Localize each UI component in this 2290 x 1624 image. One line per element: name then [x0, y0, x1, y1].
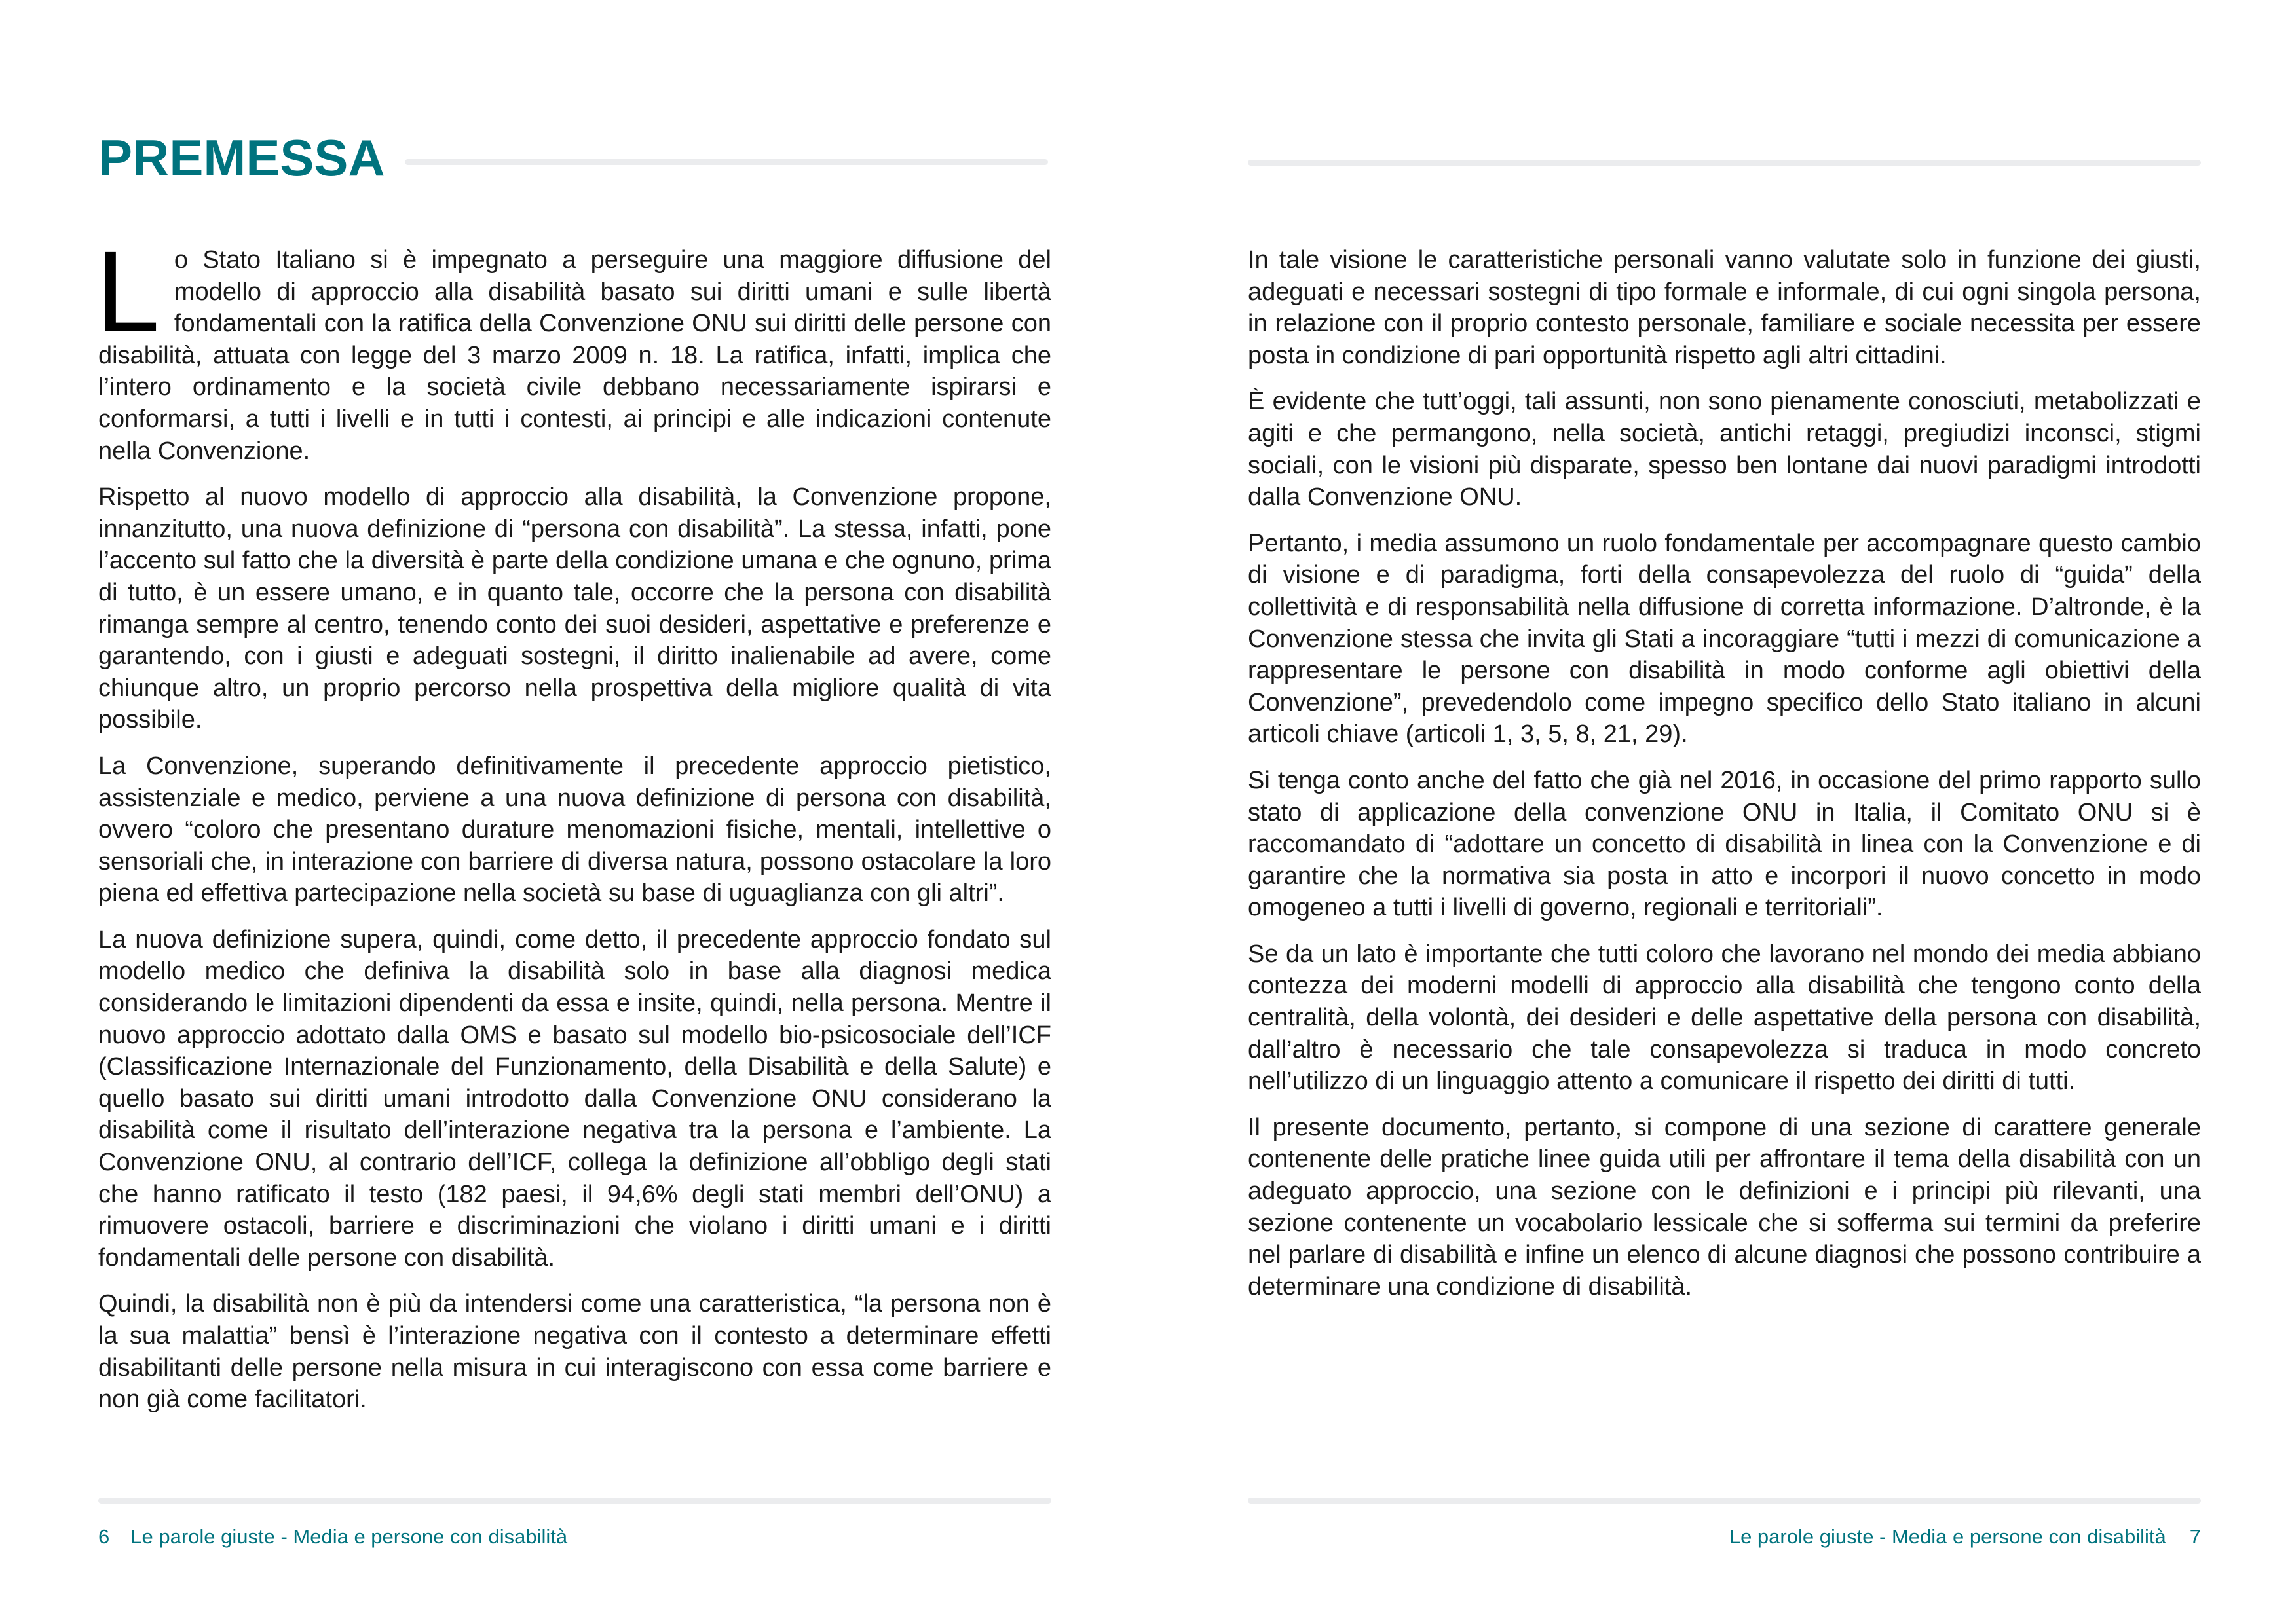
paragraph: È evidente che tutt’oggi, tali assunti, non sono pienamente conosciuti, metabolizzati e agiti e che permangono, nella società, antichi retaggi, pregiudizi inconsci, stigmi sociali, con le visioni più disparate, spesso ben lontane dai nuovi paradigmi introdotti dalla Convenzione ONU.	[1248, 388, 2201, 511]
paragraph: La Convenzione, superando definitivamente il precedente approccio pietistico, assistenziale e medico, perviene a una nuova definizione di persona con disabilità, ovvero “coloro che presentano durature menomazioni fisiche, mentali, intellettive o sensoriali che, in interazione con barriere di diversa natura, possono ostacolare la loro piena ed effettiva partecipazione nella società su base di uguaglianza con gli altri”.	[98, 752, 1051, 908]
paragraph: Quindi, la disabilità non è più da intendersi come una caratteristica, “la persona non è la sua malattia” bensì è l’interazione negativa con il contesto a determinare effetti disabilitanti delle persone nella misura in cui interagiscono con essa come barriere e non già come facilitatori.	[98, 1290, 1051, 1414]
paragraph: La nuova definizione supera, quindi, come detto, il precedente approccio fondato sul modello medico che definiva la disabilità solo in base alla diagnosi medica considerando le limitazioni dipendenti da essa e insite, quindi, nella persona. Mentre il nuovo approccio adottato dalla OMS e basato sul modello bio-psicosociale dell’ICF (Classificazione Internazionale del Funzionamento, della Disabilità e della Salute) e quello basato sui diritti umani introdotto dalla Convenzione ONU considerano la disabilità come il risultato dell’interazione negativa tra la persona e l’ambiente. La Convenzione ONU, al contrario dell’ICF, collega la definizione all’obbligo degli stati che hanno ratificato il testo (182 paesi, il 94,6% degli stati membri dell’ONU) a rimuovere ostacoli, barriere e discriminazioni che violano i diritti umani e i diritti fondamentali delle persone con disabilità.	[98, 925, 1051, 1272]
title-divider-left	[405, 159, 1048, 165]
paragraph-text: o Stato Italiano si è impegnato a perseguire una maggiore diffusione del modello di approccio alla disabilità basato sui diritti umani e sulle libertà fondamentali con la ratifica della Convenzione ONU sui diritti delle persone con disabilità, attuata con legge del 3 marzo 2009 n. 18. La ratifica, infatti, implica che l’intero ordinamento e la società civile debbano necessariamente ispirarsi e conformarsi, a tutti i livelli e in tutti i contesti, ai principi e alle indicazioni contenute nella Convenzione.	[98, 246, 1051, 465]
paragraph: Se da un lato è importante che tutti coloro che lavorano nel mondo dei media abbiano contezza dei moderni modelli di approccio alla disabilità che tengono conto della centralità, della volontà, dei desideri e delle aspettative della persona con disabilità, dall’altro è necessario che tale consapevolezza si traduca in modo concreto nell’utilizzo di un linguaggio attento a comunicare il rispetto dei diritti di tutti.	[1248, 940, 2201, 1096]
paragraph: Pertanto, i media assumono un ruolo fondamentale per accompagnare questo cambio di visione e di paradigma, forti della consapevolezza del ruolo di “guida” della collettività e di responsabilità nella diffusione di corretta informazione. D’altronde, è la Convenzione stessa che invita gli Stati a incoraggiare “tutti i mezzi di comunicazione a rappresentare le persone con disabilità in modo conforme agli obiettivi della Convenzione”, prevedendolo come impegno specifico dello Stato italiano in alcuni articoli chiave (articoli 1, 3, 5, 8, 21, 29).	[1248, 529, 2201, 748]
right-page-body	[1248, 244, 2201, 1317]
paragraph: Il presente documento, pertanto, si compone di una sezione di carattere generale contenente delle pratiche linee guida utili per affrontare il tema della disabilità con un adeguato approccio, una sezione con le definizioni e i principi più rilevanti, una sezione contenente un vocabolario lessicale che si sofferma sui termini da preferire nel parlare di disabilità e infine un elenco di alcune diagnosi che possono contribuire a determinare una condizione di disabilità.	[1248, 1113, 2201, 1301]
paragraph-intro	[96, 228, 1051, 467]
page-number-right: 7	[2189, 1525, 2201, 1548]
drop-cap: L	[96, 228, 160, 356]
footer-publication-title: Le parole giuste - Media e persone con disabilità	[130, 1525, 568, 1548]
footer-left	[98, 1524, 567, 1550]
footer-divider-right	[1248, 1498, 2201, 1504]
footer-right	[1729, 1524, 2201, 1550]
paragraph: In tale visione le caratteristiche personali vanno valutate solo in funzione dei giusti, adeguati e necessari sostegni di tipo formale e informale, di cui ogni singola persona, in relazione con il proprio contesto personale, familiare e sociale necessita per essere posta in condizione di pari opportunità rispetto agli altri cittadini.	[1248, 246, 2201, 369]
title-divider-right	[1248, 160, 2201, 166]
paragraph: Si tenga conto anche del fatto che già nel 2016, in occasione del primo rapporto sullo stato di applicazione della convenzione ONU in Italia, il Comitato ONU si è raccomandato di “adottare un concetto di disabilità in linea con la Convenzione e di garantire che la normativa sia posta in atto e incorpori il nuovo concetto in modo omogeneo a tutti i livelli di governo, regionali e territoriali”.	[1248, 766, 2201, 922]
paragraph: Rispetto al nuovo modello di approccio alla disabilità, la Convenzione propone, innanzitutto, una nuova definizione di “persona con disabilità”. La stessa, infatti, pone l’accento sul fatto che la diversità è parte della condizione umana e che ognuno, prima di tutto, è un essere umano, e in quanto tale, occorre che la persona con disabilità rimanga sempre al centro, tenendo conto dei suoi desideri, aspettative e preferenze e garantendo, con i giusti e adeguati sostegni, il diritto inalienabile ad avere, come chiunque altro, un proprio percorso nella prospettiva della migliore qualità di vita possibile.	[98, 483, 1051, 734]
page-title: PREMESSA	[98, 129, 385, 187]
left-page-body	[96, 228, 1051, 1430]
page-number-left: 6	[98, 1525, 110, 1548]
footer-divider-left	[98, 1498, 1051, 1504]
footer-publication-title: Le parole giuste - Media e persone con disabilità	[1729, 1525, 2166, 1548]
